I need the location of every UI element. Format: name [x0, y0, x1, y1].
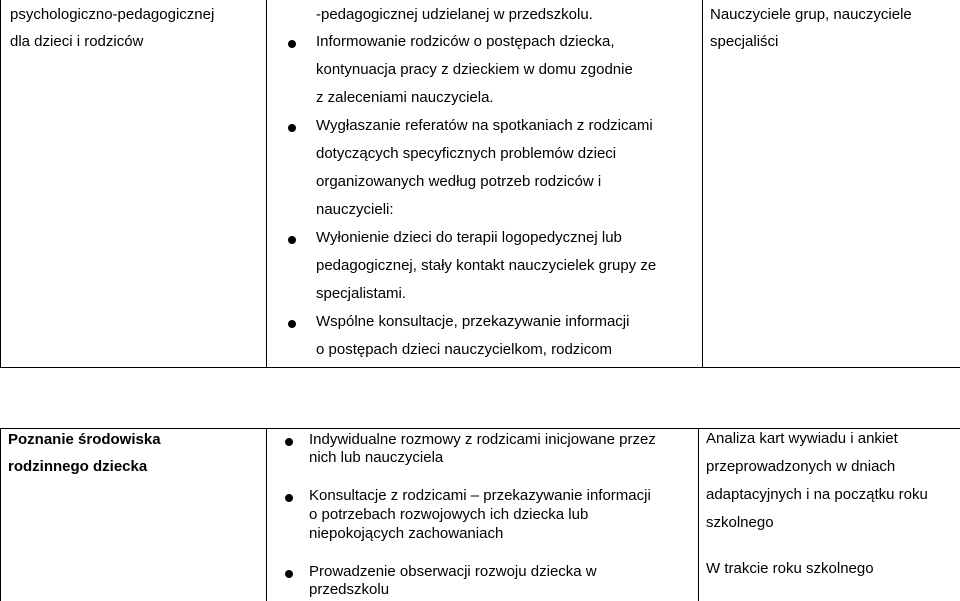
bullet-icon — [288, 124, 296, 132]
bullet-icon — [285, 494, 293, 502]
method-line: Analiza kart wywiadu i ankiet — [706, 430, 898, 447]
bullet-icon — [288, 320, 296, 328]
bullet-icon — [288, 40, 296, 48]
column-divider — [266, 429, 267, 601]
list-item-line: Wygłaszanie referatów na spotkaniach z rodzicami — [316, 117, 653, 134]
cell-form-line: Poznanie środowiska — [8, 431, 161, 448]
cell-form-line: rodzinnego dziecka — [8, 458, 148, 475]
list-item-line: Wspólne konsultacje, przekazywanie informacji — [316, 313, 630, 330]
bullet-icon — [285, 570, 293, 578]
list-item-line: specjalistami. — [316, 285, 407, 302]
list-item-line: Indywidualne rozmowy z rodzicami inicjowane przez — [309, 431, 656, 448]
bullet-icon — [285, 438, 293, 446]
table-family-environment — [0, 428, 960, 601]
list-item-line: o potrzebach rozwojowych ich dziecka lub — [309, 506, 589, 523]
column-divider — [702, 0, 703, 367]
list-item-line: o postępach dzieci nauczycielkom, rodzicom — [316, 341, 612, 358]
responsible-line: Nauczyciele grup, nauczyciele — [710, 6, 912, 23]
list-item-line: nich lub nauczyciela — [309, 449, 444, 466]
list-item-line: Wyłonienie dzieci do terapii logopedycznej lub — [316, 229, 622, 246]
list-item-line: kontynuacja pracy z dzieckiem w domu zgodnie — [316, 61, 633, 78]
list-item-line: z zaleceniami nauczyciela. — [316, 89, 494, 106]
method-line: W trakcie roku szkolnego — [706, 560, 874, 577]
list-item-line: nauczycieli: — [316, 201, 394, 218]
bullet-icon — [288, 236, 296, 244]
column-divider — [266, 0, 267, 367]
lead-text: -pedagogicznej udzielanej w przedszkolu. — [316, 6, 593, 23]
cell-form-line: psychologiczno-pedagogicznej — [10, 6, 215, 23]
cell-form-line: dla dzieci i rodziców — [10, 33, 144, 50]
method-line: szkolnego — [706, 514, 774, 531]
list-item-line: Konsultacje z rodzicami – przekazywanie informacji — [309, 487, 651, 504]
list-item-line: Informowanie rodziców o postępach dziecka, — [316, 33, 615, 50]
method-line: przeprowadzonych w dniach — [706, 458, 896, 475]
list-item-line: dotyczących specyficznych problemów dzieci — [316, 145, 617, 162]
method-line: adaptacyjnych i na początku roku — [706, 486, 928, 503]
responsible-line: specjaliści — [710, 33, 779, 50]
list-item-line: Prowadzenie obserwacji rozwoju dziecka w — [309, 563, 597, 580]
column-divider — [698, 429, 699, 601]
list-item-line: organizowanych według potrzeb rodziców i — [316, 173, 602, 190]
list-item-line: pedagogicznej, stały kontakt nauczycielek grupy ze — [316, 257, 657, 274]
list-item-line: przedszkolu — [309, 581, 390, 598]
list-item-line: niepokojących zachowaniach — [309, 525, 504, 542]
